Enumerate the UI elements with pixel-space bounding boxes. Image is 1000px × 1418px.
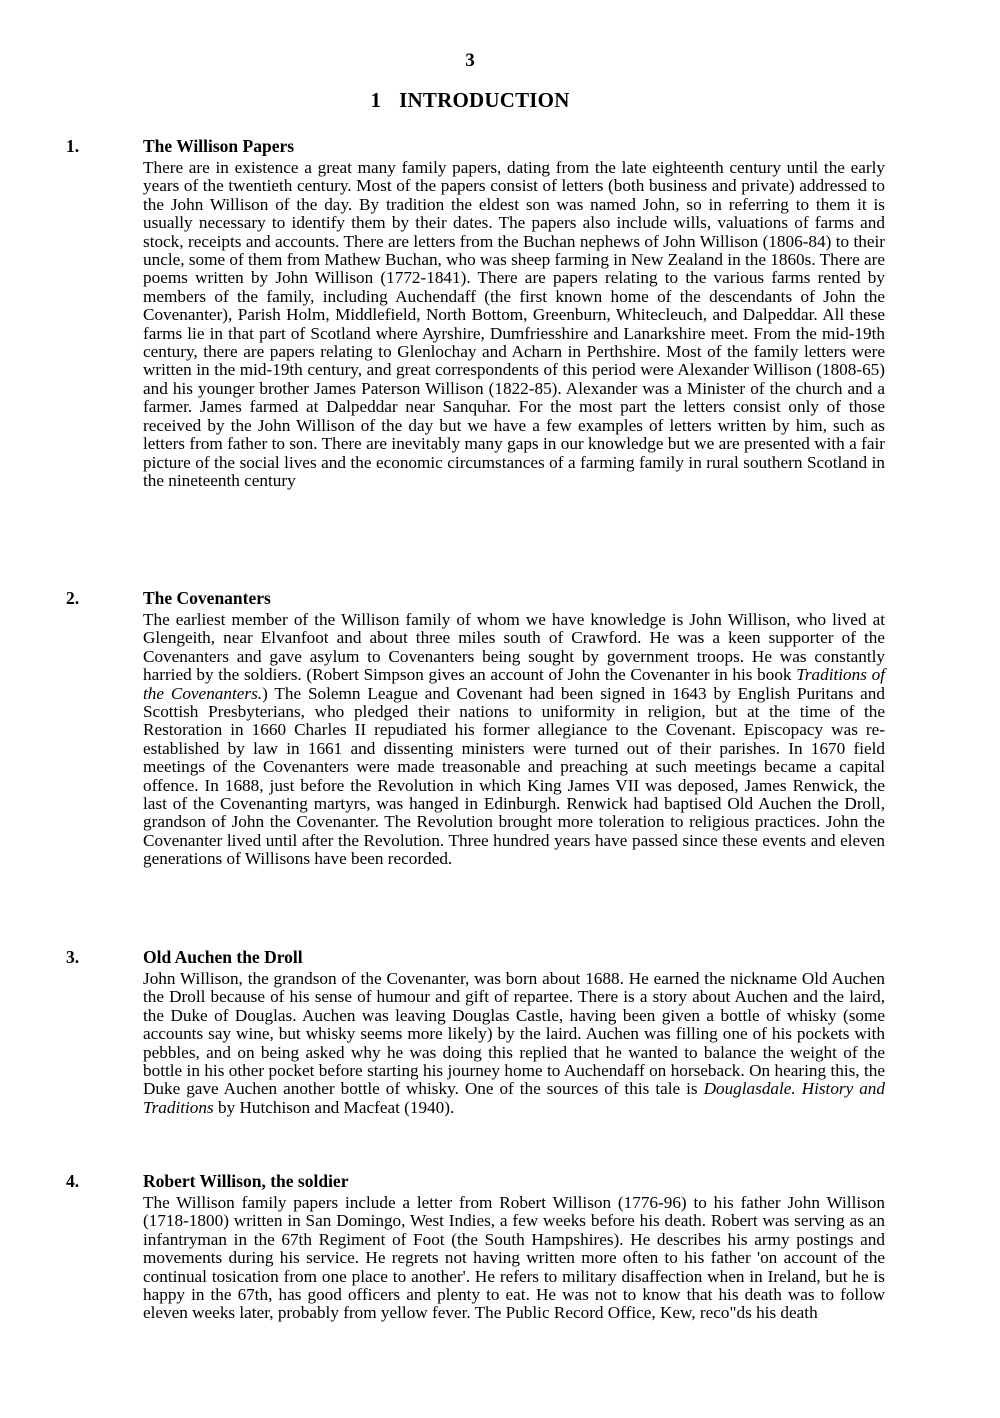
section-body [143, 970, 885, 1117]
section-heading [66, 134, 886, 158]
section-number: 2. [66, 588, 80, 608]
paragraph: The Willison family papers include a letter from Robert Willison (1776-96) to his father John Willison (1718-1800) written in San Domingo, West Indies, a few weeks before his death. Robert was serving as an infantryman in the 67th Regiment of Foot (the South Hampshires). He describes his army postings and movements during his service. He regrets not having written more often to his father 'on account of the continual tosication from one place to another'. He refers to military disaffection when in Ireland, but he is happy in the 67th, has good officers and plenty to eat. He was not to know that his death was to follow eleven weeks later, probably from yellow fever. The Public Record Office, Kew, reco"ds his death [143, 1193, 885, 1323]
book-title: Douglasdale. History and Traditions [143, 1079, 885, 1117]
section-covenanters [66, 586, 886, 869]
chapter-heading: INTRODUCTION [399, 88, 570, 112]
book-title: Traditions of the Covenanters. [143, 665, 885, 703]
paragraph-text: The earliest member of the Willison family of whom we have knowledge is John Willison, who lived at Glengeith, near Elvanfoot and about three miles south of Crawford. He was a keen supporter of the Covenanters and gave asylum to Covenanters being sought by government troops. He was constantly harried by the soldiers. (Robert Simpson gives an account of John the Covenanter in his book [143, 610, 885, 685]
section-body [143, 159, 885, 490]
section-number: 3. [66, 947, 80, 967]
section-title: Old Auchen the Droll [143, 947, 303, 967]
section-body [143, 1194, 885, 1323]
section-heading [66, 586, 886, 610]
section-old-auchen [66, 945, 886, 1117]
section-robert-willison [66, 1169, 886, 1323]
section-number: 1. [66, 136, 80, 156]
page-number: 3 [465, 50, 475, 71]
paragraph [143, 611, 885, 869]
section-body [143, 611, 885, 869]
section-title: The Willison Papers [143, 136, 295, 156]
paragraph-text: by Hutchison and Macfeat (1940). [213, 1097, 455, 1117]
section-title: Robert Willison, the soldier [143, 1171, 349, 1191]
paragraph-text: John Willison, the grandson of the Covenanter, was born about 1688. He earned the nickname Old Auchen the Droll because of his sense of humour and gift of repartee. There is a story about Auchen and the laird, the Duke of Douglas. Auchen was leaving Douglas Castle, having been given a bottle of whisky (some accounts say wine, but whisky seems more likely) by the laird. Auchen was filling one of his pockets with pebbles, and on being asked why he was doing this replied that he wanted to balance the weight of the bottle in his other pocket before starting his journey home to Auchendaff on horseback. On hearing this, the Duke gave Auchen another bottle of whisky. One of the sources of this tale is [143, 969, 885, 1099]
section-heading [66, 945, 886, 969]
chapter-number: 1 [370, 88, 382, 112]
section-number: 4. [66, 1171, 80, 1191]
section-heading [66, 1169, 886, 1193]
section-willison-papers [66, 134, 886, 490]
paragraph [143, 970, 885, 1117]
section-title: The Covenanters [143, 588, 271, 608]
paragraph: There are in existence a great many family papers, dating from the late eighteenth century until the early years of the twentieth century. Most of the papers consist of letters (both business and private) addressed to the John Willison of the day. By tradition the eldest son was named John, so in referring to them it is usually necessary to identify them by their dates. The papers also include wills, valuations of farms and stock, receipts and accounts. There are letters from the Buchan nephews of John Willison (1806-84) to their uncle, some of them from Mathew Buchan, who was sheep farming in New Zealand in the 1860s. There are poems written by John Willison (1772-1841). There are papers relating to the various farms rented by members of the family, including Auchendaff (the first known home of the descendants of John the Covenanter), Parish Holm, Middlefield, North Bottom, Greenburn, Whitecleuch, and Dalpeddar. All these farms lie in that part of Scotland where Ayrshire, Dumfriesshire and Lanarkshire meet. From the mid-19th century, there are papers relating to Glenlochay and Acharn in Perthshire. Most of the family letters were written in the mid-19th century, and great correspondents of this period were Alexander Willison (1808-65) and his younger brother James Paterson Willison (1822-85). Alexander was a Minister of the church and a farmer. James farmed at Dalpeddar near Sanquhar. For the most part the letters consist only of those received by the John Willison of the day but we have a few examples of letters written by him, such as letters from father to son. There are inevitably many gaps in our knowledge but we are presented with a fair picture of the social lives and the economic circumstances of a farming family in rural southern Scotland in the nineteenth century [143, 158, 885, 490]
paragraph-text: ) The Solemn League and Covenant had been signed in 1643 by English Puritans and Scottish Presbyterians, who pledged their nations to uniformity in religion, but at the time of the Restoration in 1660 Charles II repudiated his former allegiance to the Covenant. Episcopacy was re-established by law in 1661 and dissenting ministers were turned out of their parishes. In 1670 field meetings of the Covenanters were made treasonable and preaching at such meetings became a capital offence. In 1688, just before the Revolution in which King James VII was deposed, James Renwick, the last of the Covenanting martyrs, was hanged in Edinburgh. Renwick had baptised Old Auchen the Droll, grandson of John the Covenanter. The Revolution brought more toleration to religious practices. John the Covenanter lived until after the Revolution. Three hundred years have passed since these events and eleven generations of Willisons have been recorded. [143, 683, 885, 869]
chapter-title [0, 88, 940, 113]
